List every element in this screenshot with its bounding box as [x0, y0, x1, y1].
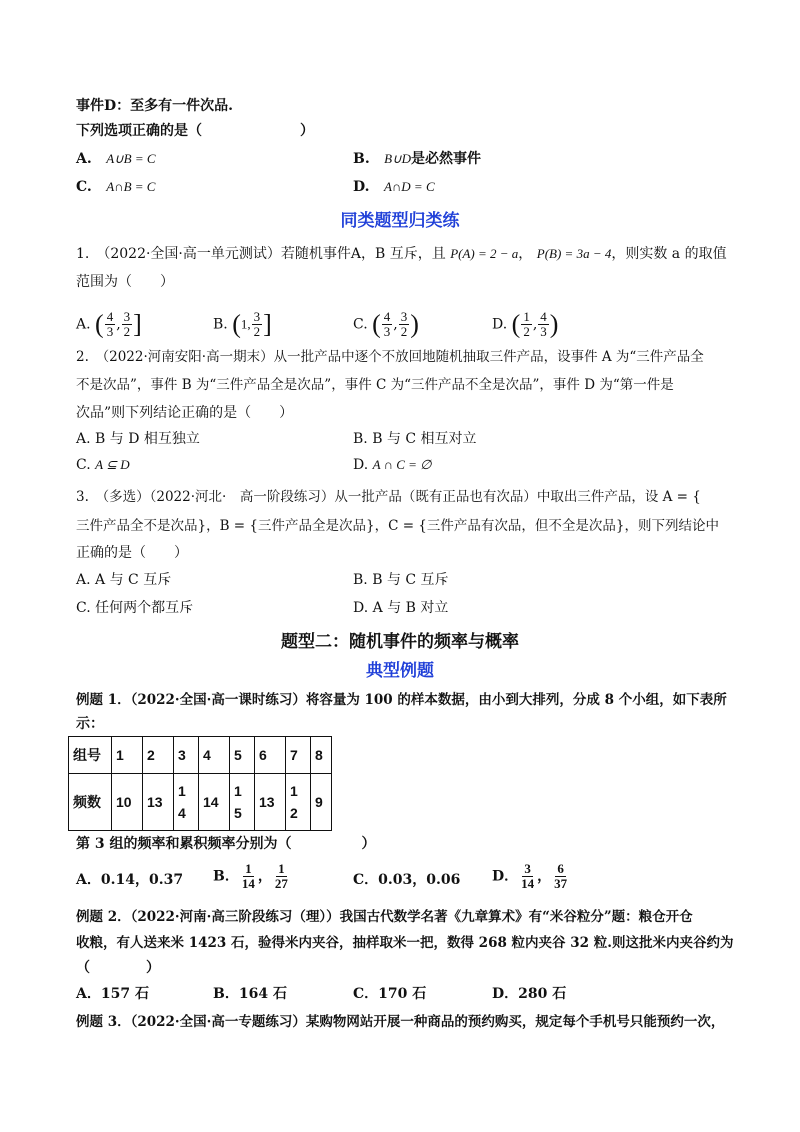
option-key: B.: [353, 151, 370, 167]
ex1-option-a[interactable]: [76, 870, 183, 890]
q1-text-b: A，B 互斥，且: [350, 246, 446, 262]
fraction: [122, 310, 133, 339]
option-math: A∩D = C: [383, 179, 435, 194]
ex1-line2: 示：: [76, 716, 104, 732]
ex2-option-a[interactable]: [76, 984, 149, 1004]
numerator: 1: [278, 861, 285, 876]
option-key: B.: [353, 572, 368, 588]
table-cell: 1: [112, 737, 143, 774]
table-cell-wrapped: [230, 774, 255, 831]
ex2-line2: 收粮，有人送来米 1423 石，验得米内夹谷，抽样取米一把，数得 268 粒内夹谷 32 粒.则这批米内夹谷约为: [76, 935, 734, 951]
denominator: 27: [274, 876, 288, 891]
value: 1,: [240, 316, 251, 332]
q1-option-b[interactable]: [213, 310, 272, 339]
q2-option-a[interactable]: [76, 429, 200, 449]
option-key: B．: [213, 868, 239, 885]
option-text: 157 石: [100, 986, 149, 1002]
fraction: [273, 862, 290, 891]
numerator: 3: [123, 309, 131, 324]
table-cell: 9: [311, 774, 332, 831]
q3-line3: 正确的是（ ）: [76, 545, 188, 561]
denominator: 3: [106, 324, 114, 339]
q2-line1: 2. （2022·河南安阳·高一期末）从一批产品中逐个不放回地随机抽取三件产品，设事件 A 为“三件产品全: [76, 349, 704, 365]
bracket-right: ]: [263, 309, 272, 339]
fraction: [519, 862, 536, 891]
top-option-b[interactable]: [353, 149, 481, 169]
ex1-line1: 例题 1．（2022·全国·高一课时练习）将容量为 100 的样本数据，由小到大排列，分成 8 个小组，如下表所: [76, 692, 727, 708]
top-option-d[interactable]: [353, 177, 435, 197]
frequency-table: [68, 736, 332, 831]
ex1-question: 第 3 组的频率和累积频率分别为（ ）: [76, 836, 376, 852]
option-key: C.: [76, 457, 91, 473]
option-text: B 与 C 互斥: [372, 572, 449, 588]
table-cell-wrapped: [286, 774, 311, 831]
q3-line1: 3. （多选）（2022·河北· 高一阶段练习）从一批产品（既有正品也有次品）中取出三件产品，设 A = {: [76, 489, 701, 505]
option-text: B 与 D 相互独立: [95, 431, 200, 447]
option-suffix: 是必然事件: [411, 151, 482, 167]
option-text: 170 石: [378, 986, 427, 1002]
q2-line2: 不是次品”，事件 B 为“三件产品全是次品”，事件 C 为“三件产品不全是次品”，事件 D 为“第一件是: [76, 377, 674, 393]
stacked-digits: 1 5: [234, 783, 242, 821]
stacked-digits: 1 2: [290, 783, 298, 821]
denominator: 37: [554, 876, 568, 891]
table-header-cell: 组号: [69, 737, 112, 774]
option-text: B 与 C 相互对立: [372, 431, 477, 447]
ex1-option-b[interactable]: [213, 862, 291, 891]
ex2-option-b[interactable]: [213, 984, 287, 1004]
option-key: A.: [76, 572, 91, 588]
option-text: 任何两个都互斥: [95, 600, 194, 616]
option-key: B．: [213, 986, 239, 1002]
option-text: 280 石: [518, 986, 567, 1002]
q1-option-a[interactable]: A. ( $\frac{4}{3}$ , $\frac{3}{2}$ ]: [76, 309, 142, 339]
option-math: A∩B = C: [106, 179, 156, 194]
fraction: [538, 310, 549, 339]
q1-pa: P(A) = 2 − a: [450, 246, 519, 261]
bracket-right: ): [549, 309, 559, 339]
fraction: [382, 310, 393, 339]
q1-line2: 范围为（ ）: [76, 274, 174, 290]
option-key: D．: [492, 986, 519, 1002]
option-key: D.: [353, 600, 369, 616]
table-cell: 10: [112, 774, 143, 831]
option-math: A∪B = C: [106, 151, 156, 166]
option-key: D．: [492, 868, 519, 885]
ex2-option-c[interactable]: [353, 984, 426, 1004]
option-math: B∪D: [384, 151, 412, 166]
q1-text-a: 1. （2022·全国·高一单元测试）若随机事件: [76, 246, 351, 262]
event-d-line: 事件D：至多有一件次品.: [76, 98, 234, 114]
table-cell: 7: [286, 737, 311, 774]
table-cell: 13: [255, 774, 286, 831]
ex1-option-c[interactable]: [353, 870, 460, 890]
q2-option-c[interactable]: [76, 455, 130, 475]
table-cell: 14: [199, 774, 230, 831]
q3-option-b[interactable]: [353, 570, 449, 590]
q1-option-c[interactable]: C. ( $\frac{4}{3}$ , $\frac{3}{2}$ ): [353, 309, 419, 339]
table-cell-wrapped: [174, 774, 199, 831]
ex3-line1: 例题 3．（2022·全国·高一专题练习）某购物网站开展一种商品的预约购买，规定每个手机号只能预约一次，: [76, 1014, 725, 1030]
bracket-right: ]: [133, 309, 142, 339]
separator: ，: [257, 868, 272, 885]
q2-option-b[interactable]: [353, 429, 477, 449]
option-text: 0.14，0.37: [100, 872, 184, 888]
option-key: C.: [76, 600, 91, 616]
option-text: 0.03，0.06: [378, 872, 461, 888]
denominator: 2: [523, 324, 530, 339]
option-key: B.: [213, 316, 228, 333]
table-cell: 2: [143, 737, 174, 774]
numerator: 1: [245, 861, 252, 876]
numerator: 4: [540, 309, 547, 324]
option-key: A.: [76, 316, 91, 333]
table-header-cell: 频数: [69, 774, 112, 831]
option-key: A．: [76, 986, 101, 1002]
numerator: 1: [523, 309, 530, 324]
option-text: A ⊆ D: [95, 457, 130, 472]
option-key: A.: [76, 151, 92, 167]
stacked-digits: 1 4: [178, 783, 186, 821]
option-key: D.: [353, 457, 369, 473]
separator: ，: [537, 868, 552, 885]
q3-option-c[interactable]: [76, 598, 193, 618]
bracket-right: ): [410, 309, 419, 339]
option-key: A．: [76, 872, 101, 888]
option-text: 164 石: [238, 986, 287, 1002]
q1-mid: ，: [518, 246, 533, 262]
q3-option-a[interactable]: [76, 570, 171, 590]
option-key: A.: [76, 431, 91, 447]
numerator: 6: [557, 861, 564, 876]
table-cell: 4: [199, 737, 230, 774]
numerator: 4: [383, 309, 391, 324]
option-key: D.: [353, 179, 370, 195]
q1-line1: [76, 244, 727, 264]
table-cell: 8: [311, 737, 332, 774]
denominator: 3: [540, 324, 547, 339]
option-key: B.: [353, 431, 368, 447]
table-cell: 13: [143, 774, 174, 831]
q2-option-d[interactable]: [353, 455, 432, 475]
ex2-option-d[interactable]: [492, 984, 566, 1004]
table-row: [69, 774, 332, 831]
numerator: 4: [106, 309, 114, 324]
numerator: 3: [524, 861, 531, 876]
top-option-a[interactable]: [76, 149, 156, 169]
option-text: A 与 B 对立: [372, 600, 449, 616]
q1-text-c: ，则实数 a 的取值: [611, 246, 727, 262]
bracket-left: (: [511, 309, 521, 339]
q3-option-d[interactable]: [353, 598, 448, 618]
top-question: 下列选项正确的是（ ）: [76, 123, 314, 139]
section1-title: 同类题型归类练: [340, 211, 460, 231]
fraction: [552, 862, 569, 891]
ex1-option-d[interactable]: [492, 862, 570, 891]
denominator: 2: [123, 324, 131, 339]
option-text: A 与 C 互斥: [95, 572, 172, 588]
denominator: 2: [253, 324, 261, 339]
table-row: [69, 737, 332, 774]
q2-line3: 次品”则下列结论正确的是（ ）: [76, 405, 294, 421]
denominator: 2: [400, 324, 408, 339]
fraction: [240, 862, 257, 891]
bracket-left: (: [232, 309, 241, 339]
option-text: A ∩ C = ∅: [372, 457, 432, 472]
option-key: C．: [353, 986, 379, 1002]
q3-line2: 三件产品全不是次品}，B = {三件产品全是次品}，C = {三件产品有次品，但不全是次品}，则下列结论中: [76, 518, 719, 534]
bracket-left: (: [372, 309, 381, 339]
ex2-line1: 例题 2．（2022·河南·高三阶段练习（理））我国古代数学名著《九章算术》有“米谷粒分”题：粮仓开仓: [76, 909, 693, 925]
bracket-left: (: [95, 309, 104, 339]
table-cell: 3: [174, 737, 199, 774]
fraction: [252, 310, 263, 339]
option-key: C．: [353, 872, 379, 888]
fraction: [399, 310, 410, 339]
table-cell: 6: [255, 737, 286, 774]
fraction: [105, 310, 116, 339]
numerator: 3: [400, 309, 408, 324]
section2-subtitle: 典型例题: [366, 661, 434, 681]
numerator: 3: [253, 309, 261, 324]
top-option-c[interactable]: [76, 177, 155, 197]
q1-option-d[interactable]: D. ( $\frac{1}{2}$ , $\frac{4}{3}$ ): [492, 309, 559, 339]
table-cell: 5: [230, 737, 255, 774]
fraction: [521, 310, 532, 339]
ex2-line3: （ ）: [76, 960, 160, 976]
denominator: 14: [521, 876, 535, 891]
section2-title: 题型二：随机事件的频率与概率: [281, 632, 519, 652]
option-key: C.: [353, 316, 368, 333]
q1-pb: P(B) = 3a − 4: [536, 246, 612, 261]
option-key: C.: [76, 179, 92, 195]
option-key: D.: [492, 316, 508, 333]
denominator: 14: [241, 876, 255, 891]
denominator: 3: [383, 324, 391, 339]
